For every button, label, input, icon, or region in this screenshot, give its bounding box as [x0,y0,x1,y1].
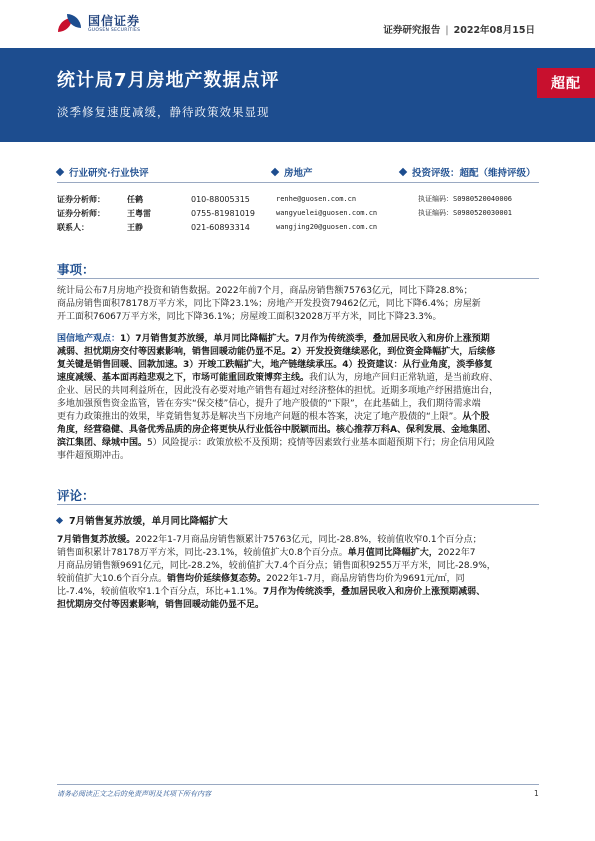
footer-divider [57,784,539,785]
analyst-email[interactable]: renhe@guosen.com.cn [276,195,357,203]
company-logo [58,14,140,34]
page-number: 1 [534,789,539,798]
divider [57,182,539,183]
comments-body: 7月销售复苏放缓。2022年1-7月商品房销售额累计75763亿元，同比-28.8%，较前值收窄0.1个百分点； 销售面积累计78178万平方米，同比-23.1%，较前值扩大0.8个百分点。单月值同比降幅扩大，2022年7 月商品房销售额9691亿元，同比-28.2%，较前值扩大7.4个百分点；销售面积9255万平方米，同比-28.9%， 较前值扩大10.6个百分点。销售均价延续修复态势。2022年1-7月，商品房销售均价为9691元/㎡，同 比-7.4%，较前值收窄1.1个百分点，环比+1.1%。7月作为传统淡季，叠加居民收入和房价上涨预期减弱、 担忧期房交付等因素影响，销售回暖动能仍显不足。 [57,535,496,610]
logo-en-text: GUOSEN SECURITIES [88,27,141,33]
report-info: 证券研究报告 | 2022年08月15日 [383,25,535,36]
analyst-table [57,192,548,234]
rating-badge: 超配 [537,68,595,98]
divider [57,504,539,505]
viewpoint-body: 国信地产观点：1）7月销售复苏放缓，单月同比降幅扩大。7月作为传统淡季，叠加居民收入和房价上涨预期 减弱、担忧期房交付等因素影响，销售回暖动能仍显不足。2）开发投资继续恶化，到位资金降幅扩大，后续修 复关键是销售回暖、回款加速。3）开竣工跌幅扩大，地产链继续承压。4）投资建议：从行业角度，淡季修复 速度减缓、基本面再趋悲观之下，市场可能重回政策博弈主线。我们认为，房地产回归正常轨道，是当前政府、 企业、居民的共同利益所在，因此没有必要对地产销售有超过对经济整体的担忧。近期多项地产纾困措施出台， 多地加强预售资金监管，皆在夯实“保交楼”信心，提升了地产股债的“下限”，在此基础上，我们期待需求端 更有力政策推出的效果，毕竟销售复苏是解决当下房地产问题的根本答案，决定了地产股债的“上限”。从个股 角度，经营稳健、具备优秀品质的房企将更快从行业低谷中脱颖而出。核心推荐万科A、保利发展、金地集团、 滨江集团、绿城中国。5）风险提示：政策放松不及预期；疫情等因素致行业基本面超预期下行；房企信用风险 事件超预期冲击。 [57,334,499,461]
page-header [0,0,595,48]
research-type: 行业研究·行业快评 [57,165,149,179]
analyst-email[interactable]: wangjing20@guosen.com.cn [276,223,378,231]
report-title: 统计局7月房地产数据点评 [57,70,280,91]
diamond-icon [56,517,63,524]
logo-cn-text: 国信证券 [88,13,141,28]
diamond-icon [271,168,279,176]
analyst-row: 联系人： 王静 021-60893314 wangjing20@guosen.com.cn [57,220,548,234]
footer-disclaimer: 请务必阅读正文之后的免责声明及其项下所有内容 [57,790,211,798]
events-body: 统计局公布7月房地产投资和销售数据。2022年前7个月，商品房销售额75763亿元，同比下降28.8%； 商品房销售面积78178万平方米，同比下降23.1%；房地产开发投资79462亿元，同比下降6.4%；房屋新 开工面积76067万平方米，同比下降36.1%；房屋竣工面积32028万平方米，同比下降23.3%。 [57,286,481,322]
events-heading: 事项： [57,262,95,277]
title-banner [0,48,595,142]
diamond-icon [56,168,64,176]
report-subtitle: 淡季修复速度减缓，静待政策效果显现 [57,105,270,119]
viewpoint-label: 国信地产观点： [57,334,121,344]
industry-label: 房地产 [272,165,313,179]
divider [57,278,539,279]
analyst-row: 证券分析师： 王粤雷 0755-81981019 wangyuelei@guosen.com.cn 执证编码：S0980520030001 [57,208,513,218]
investment-rating: 投资评级：超配（维持评级） [400,165,536,179]
analyst-email[interactable]: wangyuelei@guosen.com.cn [276,209,378,217]
diamond-icon [399,168,407,176]
report-type: 证券研究报告 [383,25,441,36]
comments-subheading: 7月销售复苏放缓，单月同比降幅扩大 [57,513,228,527]
report-date: 2022年08月15日 [453,25,535,36]
analyst-row: 证券分析师： 任鹤 010-88005315 renhe@guosen.com.cn 执证编码：S0980520040006 [57,194,513,204]
logo-mark-icon [58,14,84,34]
comments-heading: 评论： [57,488,95,503]
